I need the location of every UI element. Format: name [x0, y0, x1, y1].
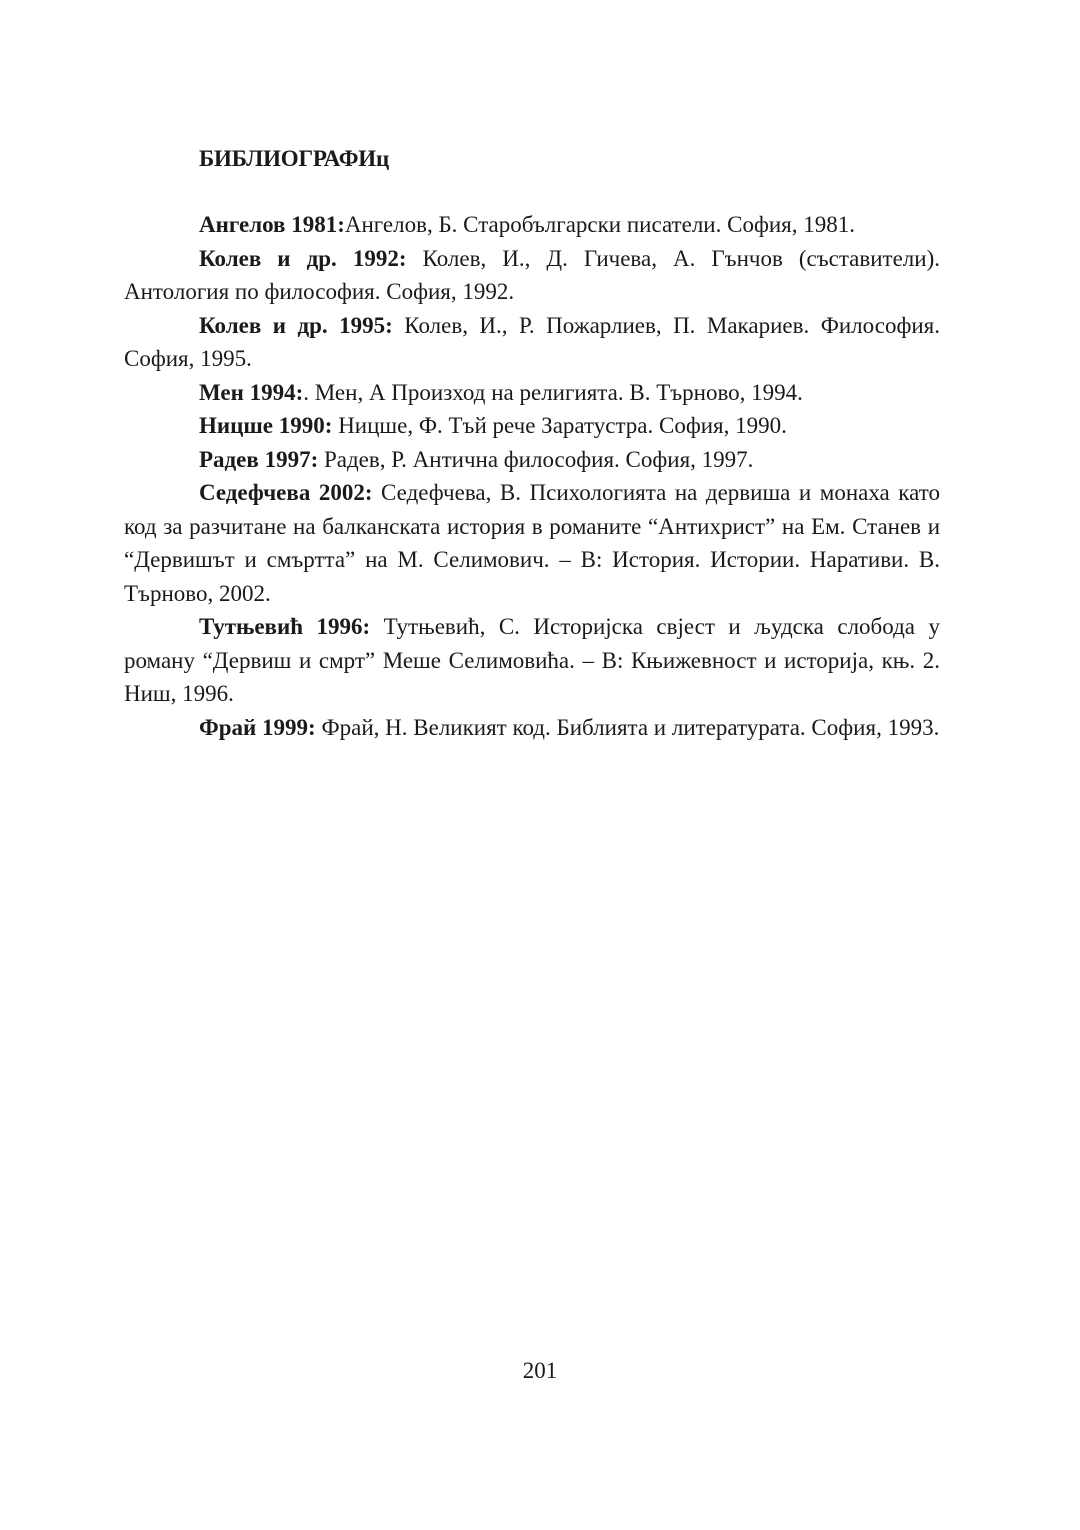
bibliography-entry: [124, 376, 940, 410]
entry-key: Тутњевић 1996:: [199, 614, 371, 639]
bibliography-entry: [124, 208, 940, 242]
entry-key: Колев и др. 1995:: [199, 312, 393, 338]
entry-text: Радев, Р. Антична философия. София, 1997.: [318, 446, 754, 472]
entry-key: Ангелов 1981:: [199, 212, 345, 237]
entry-key: Колев и др. 1992:: [199, 245, 407, 271]
bibliography-entry: [124, 711, 940, 745]
entry-text: Тутњевић, С. Историјска свјест и људска слобода у роману “Дервиш и смрт” Меше Селимовића. – В: Књижевност и историја, књ. 2. Ниш, 1996.: [124, 614, 940, 706]
entry-text: Ангелов, Б. Старобългарски писатели. София, 1981.: [344, 212, 855, 237]
entry-text: Колев, И., Р. Пожарлиев, П. Макариев. Философия. София, 1995.: [124, 312, 940, 371]
bibliography-entry: [124, 309, 940, 376]
bibliography-entry: [124, 242, 940, 309]
entry-text: Ницше, Ф. Тъй рече Заратустра. София, 1990.: [332, 413, 787, 438]
bibliography-entry: [124, 476, 940, 610]
entry-text: . Мен, А Произход на религията. В. Търново, 1994.: [303, 379, 803, 405]
bibliography-entry: [124, 443, 940, 477]
page-number: 201: [522, 1358, 558, 1383]
bibliography-entry: [124, 610, 940, 711]
entry-key: Мен 1994:: [199, 379, 304, 405]
bibliography-list: [124, 208, 940, 744]
bibliography-heading: БИБЛИОГРАФИц: [199, 146, 390, 171]
entry-key: Ницше 1990:: [199, 413, 333, 438]
entry-key: Седефчева 2002:: [199, 480, 373, 505]
entry-text: Фрай, Н. Великият код. Библията и литературата. София, 1993.: [315, 714, 940, 740]
entry-key: Фрай 1999:: [199, 714, 316, 740]
bibliography-entry: [124, 409, 940, 443]
entry-text: Седефчева, В. Психологията на дервиша и монаха като код за разчитане на балканската история в романите “Антихрист” на Ем. Станев и “Дервишът и смъртта” на М. Селимович. – В: История. Истории. Наративи. В. Търново, 2002.: [124, 480, 940, 606]
entry-key: Радев 1997:: [199, 446, 319, 472]
entry-text: Колев, И., Д. Гичева, А. Гънчов (съставители). Антология по философия. София, 1992.: [124, 245, 940, 304]
